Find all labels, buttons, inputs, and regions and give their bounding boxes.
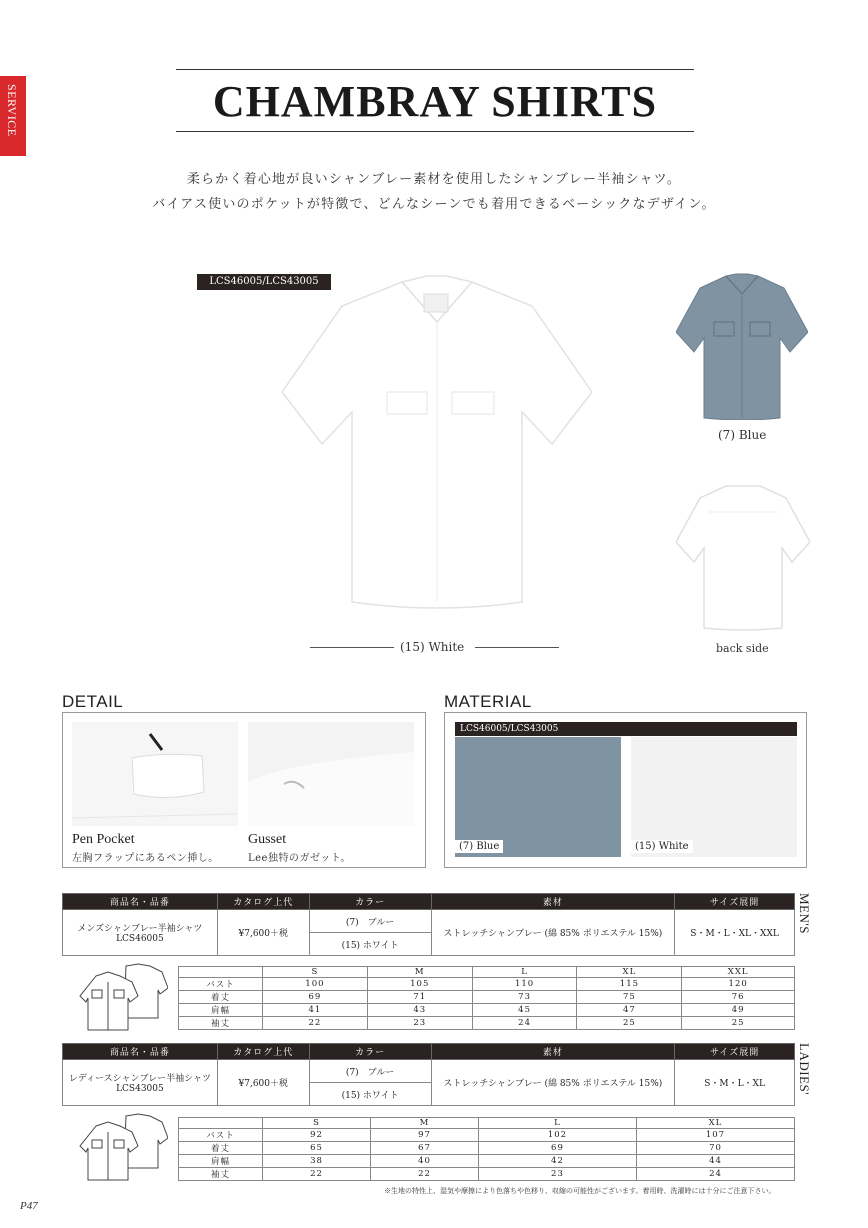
mens-size-value: 75	[577, 991, 682, 1004]
ladies-size-header: L	[478, 1118, 636, 1129]
header-sizes: サイズ展開	[675, 1044, 795, 1060]
gusset-photo	[248, 722, 414, 826]
ladies-color-blue: (7) ブルー	[309, 1060, 431, 1083]
mens-size-row-label: バスト	[179, 978, 263, 991]
header-price: カタログ上代	[217, 894, 309, 910]
ladies-product-name: レディースシャンブレー半袖シャツ	[68, 1074, 211, 1084]
mens-size-value: 43	[367, 1004, 472, 1017]
mens-size-value: 120	[682, 978, 795, 991]
header-product: 商品名・品番	[63, 1044, 218, 1060]
pen-pocket-desc: 左胸フラップにあるペン挿し。	[72, 853, 219, 864]
ladies-size-value: 44	[636, 1155, 794, 1168]
mens-size-value: 25	[577, 1017, 682, 1030]
ladies-size-row-label: 袖丈	[179, 1168, 263, 1181]
title-bottom-rule	[176, 131, 694, 132]
back-side-caption: back side	[716, 642, 769, 655]
ladies-size-row	[179, 1168, 795, 1181]
mens-size-value: 23	[367, 1017, 472, 1030]
mens-size-value: 115	[577, 978, 682, 991]
ladies-size-value: 107	[636, 1129, 794, 1142]
section-tab	[0, 76, 26, 156]
blue-fabric-swatch	[455, 737, 621, 857]
header-sizes: サイズ展開	[675, 894, 795, 910]
mens-size-value: 25	[682, 1017, 795, 1030]
ladies-size-row	[179, 1142, 795, 1155]
intro-line-2: バイアス使いのポケットが特徴で、どんなシーンでも着用できるベーシックなデザイン。	[152, 197, 716, 212]
ladies-material: ストレッチシャンブレー (綿 85% ポリエステル 15%)	[431, 1060, 675, 1106]
ladies-color-white: (15) ホワイト	[309, 1083, 431, 1106]
header-price: カタログ上代	[217, 1044, 309, 1060]
title-top-rule	[176, 69, 694, 70]
ladies-size-value: 38	[263, 1155, 371, 1168]
caption-rule-left	[310, 647, 394, 648]
mens-size-value: 49	[682, 1004, 795, 1017]
ladies-product-code: LCS43005	[116, 1084, 164, 1094]
ladies-price: ¥7,600＋税	[217, 1060, 309, 1106]
mens-size-row	[179, 991, 795, 1004]
mens-product-name: メンズシャンブレー半袖シャツ	[77, 924, 203, 934]
mens-size-header: XXL	[682, 967, 795, 978]
header-color: カラー	[309, 894, 431, 910]
mens-size-row	[179, 1004, 795, 1017]
page-number: P47	[20, 1200, 38, 1212]
ladies-size-value: 102	[478, 1129, 636, 1142]
blue-color-caption: (7) Blue	[718, 428, 767, 442]
mens-side-label: MEN'S	[797, 893, 812, 934]
mens-color-blue: (7) ブルー	[309, 910, 431, 933]
mens-size-value: 73	[472, 991, 577, 1004]
mens-size-value: 110	[472, 978, 577, 991]
white-swatch-label: (15) White	[631, 840, 693, 853]
ladies-size-row	[179, 1129, 795, 1142]
ladies-shirt-sketch-icon	[78, 1112, 168, 1182]
mens-size-row-label: 肩幅	[179, 1004, 263, 1017]
ladies-size-value: 22	[263, 1168, 371, 1181]
ladies-size-value: 40	[370, 1155, 478, 1168]
ladies-product-cell	[63, 1060, 218, 1106]
header-product: 商品名・品番	[63, 894, 218, 910]
white-shirt-back-image	[676, 482, 810, 632]
ladies-size-row-label: バスト	[179, 1129, 263, 1142]
ladies-size-value: 22	[370, 1168, 478, 1181]
section-tab-label: SERVICE	[5, 84, 19, 137]
ladies-side-label: LADIES'	[797, 1043, 812, 1096]
mens-size-header: M	[367, 967, 472, 978]
white-fabric-swatch	[631, 737, 797, 857]
mens-size-value: 71	[367, 991, 472, 1004]
gusset-label: Gusset	[248, 832, 287, 847]
blue-shirt-image	[676, 272, 808, 420]
mens-size-value: 22	[263, 1017, 368, 1030]
ladies-size-value: 42	[478, 1155, 636, 1168]
mens-size-value: 69	[263, 991, 368, 1004]
ladies-size-corner	[179, 1118, 263, 1129]
ladies-size-value: 23	[478, 1168, 636, 1181]
detail-heading: DETAIL	[62, 692, 124, 711]
mens-size-header: L	[472, 967, 577, 978]
ladies-size-value: 97	[370, 1129, 478, 1142]
product-code-badge: LCS46005/LCS43005	[197, 274, 331, 290]
ladies-spec-table	[62, 1043, 795, 1106]
main-color-caption: (15) White	[400, 640, 465, 654]
ladies-size-header: S	[263, 1118, 371, 1129]
white-shirt-front-image	[282, 272, 592, 612]
mens-size-value: 76	[682, 991, 795, 1004]
caption-rule-right	[475, 647, 559, 648]
ladies-size-row	[179, 1155, 795, 1168]
ladies-size-header: M	[370, 1118, 478, 1129]
gusset-desc: Lee独特のガゼット。	[248, 853, 351, 864]
ladies-size-header: XL	[636, 1118, 794, 1129]
mens-color-white: (15) ホワイト	[309, 933, 431, 956]
mens-size-row-label: 着丈	[179, 991, 263, 1004]
ladies-size-value: 69	[478, 1142, 636, 1155]
intro-line-1: 柔らかく着心地が良いシャンブレー素材を使用したシャンブレー半袖シャツ。	[186, 172, 682, 187]
ladies-size-value: 24	[636, 1168, 794, 1181]
pen-pocket-photo	[72, 722, 238, 826]
ladies-size-value: 92	[263, 1129, 371, 1142]
ladies-size-row-label: 着丈	[179, 1142, 263, 1155]
blue-swatch-label: (7) Blue	[455, 840, 503, 853]
care-note: ※生地の特性上、湿気や摩擦により色落ちや色移り、収縮の可能性がございます。着用時、洗濯時には十分にご注意下さい。	[384, 1187, 776, 1195]
header-color: カラー	[309, 1044, 431, 1060]
mens-size-value: 100	[263, 978, 368, 991]
mens-size-value: 45	[472, 1004, 577, 1017]
mens-size-row	[179, 1017, 795, 1030]
page-title: CHAMBRAY SHIRTS	[212, 77, 658, 126]
ladies-size-table	[178, 1117, 795, 1181]
mens-sizes: S・M・L・XL・XXL	[675, 910, 795, 956]
material-code-badge: LCS46005/LCS43005	[455, 722, 797, 736]
material-heading: MATERIAL	[444, 692, 532, 711]
mens-product-code: LCS46005	[116, 934, 164, 944]
mens-size-header: XL	[577, 967, 682, 978]
mens-size-corner	[179, 967, 263, 978]
mens-size-row	[179, 978, 795, 991]
ladies-size-value: 65	[263, 1142, 371, 1155]
header-material: 素材	[431, 1044, 675, 1060]
mens-shirt-sketch-icon	[78, 962, 168, 1032]
mens-size-value: 41	[263, 1004, 368, 1017]
mens-size-header: S	[263, 967, 368, 978]
pen-pocket-label: Pen Pocket	[72, 832, 135, 847]
ladies-sizes: S・M・L・XL	[675, 1060, 795, 1106]
mens-size-table	[178, 966, 795, 1030]
ladies-size-row-label: 肩幅	[179, 1155, 263, 1168]
mens-spec-table	[62, 893, 795, 956]
mens-size-value: 24	[472, 1017, 577, 1030]
mens-product-cell	[63, 910, 218, 956]
mens-material: ストレッチシャンブレー (綿 85% ポリエステル 15%)	[431, 910, 675, 956]
mens-price: ¥7,600＋税	[217, 910, 309, 956]
mens-size-row-label: 袖丈	[179, 1017, 263, 1030]
header-material: 素材	[431, 894, 675, 910]
mens-size-value: 47	[577, 1004, 682, 1017]
ladies-size-value: 70	[636, 1142, 794, 1155]
mens-size-value: 105	[367, 978, 472, 991]
ladies-size-value: 67	[370, 1142, 478, 1155]
